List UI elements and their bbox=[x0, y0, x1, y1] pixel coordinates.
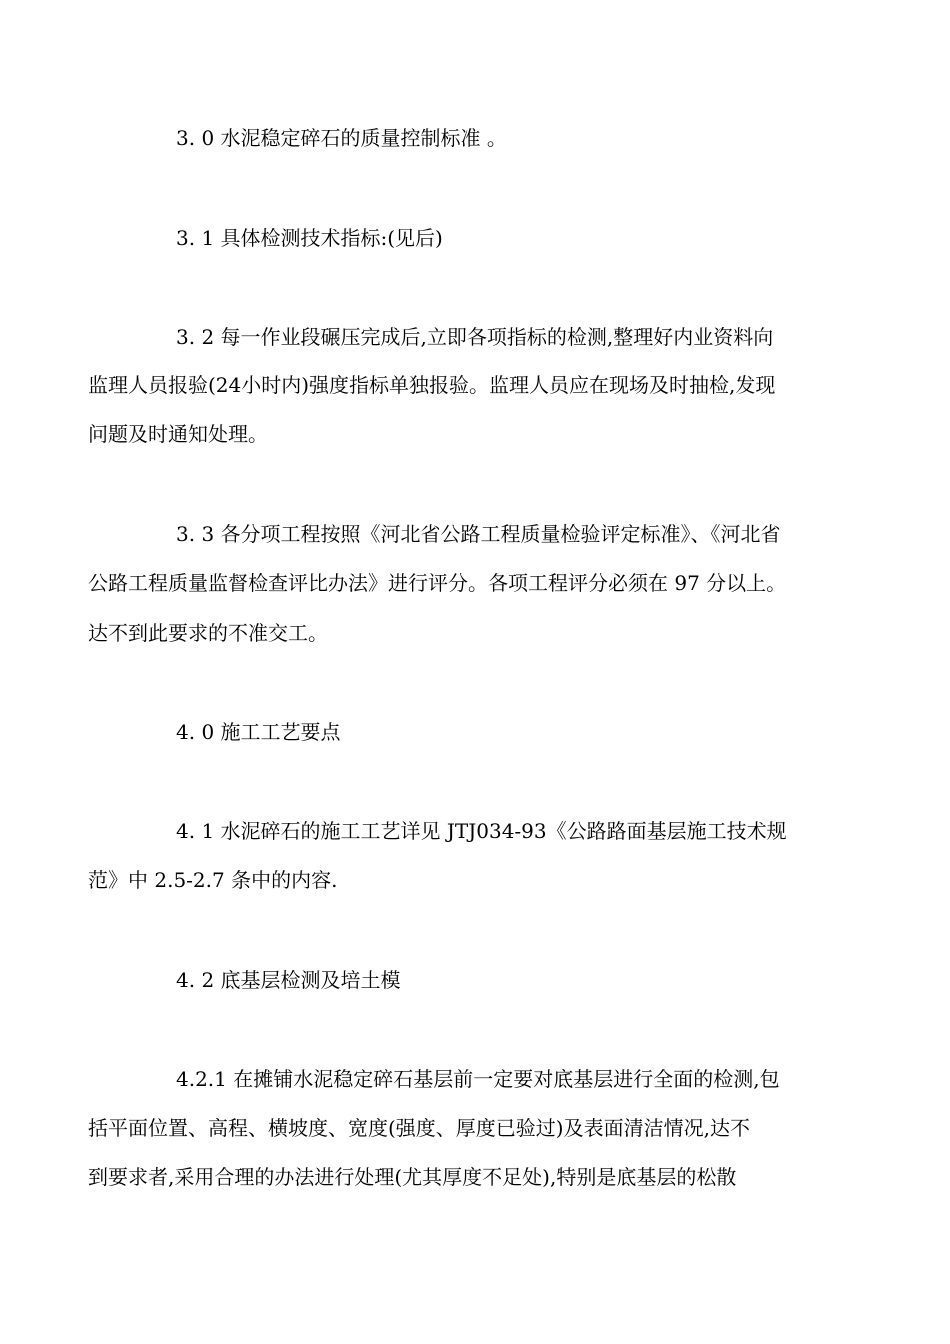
paragraph-3-2-line-3: 问题及时通知处理。 bbox=[88, 422, 268, 446]
paragraph-4-2-1-line-2: 括平面位置、高程、横坡度、宽度(强度、厚度已验过)及表面清洁情况,达不 bbox=[88, 1116, 750, 1140]
paragraph-4-1-line-2: 范》中 2.5-2.7 条中的内容. bbox=[88, 868, 338, 892]
heading-3-1: 3. 1 具体检测技术指标:(见后) bbox=[176, 226, 443, 250]
heading-3-0: 3. 0 水泥稳定碎石的质量控制标准 。 bbox=[176, 126, 507, 150]
paragraph-4-2-1-line-3: 到要求者,采用合理的办法进行处理(尤其厚度不足处),特别是底基层的松散 bbox=[88, 1165, 737, 1189]
paragraph-3-3-line-2: 公路工程质量监督检查评比办法》进行评分。各项工程评分必须在 97 分以上。 bbox=[88, 571, 787, 595]
paragraph-3-3-line-3: 达不到此要求的不准交工。 bbox=[88, 621, 328, 645]
paragraph-3-3-line-1: 3. 3 各分项工程按照《河北省公路工程质量检验评定标准》、《河北省 bbox=[176, 522, 781, 546]
heading-4-0: 4. 0 施工工艺要点 bbox=[176, 720, 341, 744]
paragraph-4-2-1-line-1: 4.2.1 在摊铺水泥稳定碎石基层前一定要对底基层进行全面的检测,包 bbox=[176, 1067, 780, 1091]
paragraph-3-2-line-1: 3. 2 每一作业段碾压完成后,立即各项指标的检测,整理好内业资料向 bbox=[176, 325, 774, 349]
paragraph-4-1-line-1: 4. 1 水泥碎石的施工工艺详见 JTJ034-93《公路路面基层施工技术规 bbox=[176, 819, 787, 843]
paragraph-3-2-line-2: 监理人员报验(24小时内)强度指标单独报验。监理人员应在现场及时抽检,发现 bbox=[88, 373, 776, 397]
heading-4-2: 4. 2 底基层检测及培土模 bbox=[176, 968, 401, 992]
